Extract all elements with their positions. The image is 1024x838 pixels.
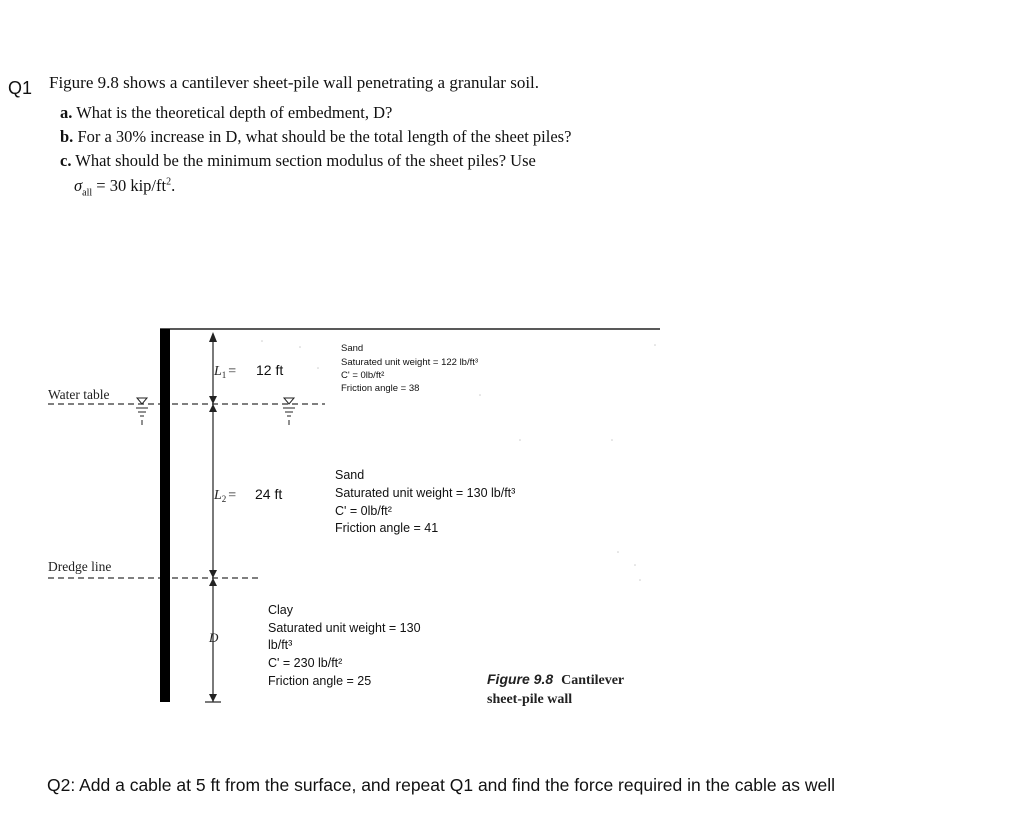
unit-exponent: 2 xyxy=(166,176,172,188)
layer2-cohesion: C' = 0lb/ft² xyxy=(335,504,392,518)
sigma-subscript: all xyxy=(82,187,93,199)
part-text: What should be the minimum section modulus of the sheet piles? Use xyxy=(75,151,536,170)
part-text: What is the theoretical depth of embedment, D? xyxy=(76,103,393,122)
figure-caption-line2: sheet-pile wall xyxy=(487,692,573,707)
layer3-name: Clay xyxy=(268,603,294,617)
part-letter: a. xyxy=(60,103,73,122)
layer3-cohesion: C' = 230 lb/ft² xyxy=(268,656,343,670)
layer2-name: Sand xyxy=(335,468,365,482)
water-table-symbol-icon xyxy=(283,398,295,425)
part-letter: b. xyxy=(60,127,74,146)
layer1-unit-weight: Saturated unit weight = 122 lb/ft³ xyxy=(341,357,479,368)
layer3-friction: Friction angle = 25 xyxy=(268,674,372,688)
figure-caption-line1: Figure 9.8 Cantilever xyxy=(487,671,625,688)
layer2-friction: Friction angle = 41 xyxy=(335,521,439,535)
layer3-unit-weight-units: lb/ft³ xyxy=(268,638,293,652)
L2-value: 24 ft xyxy=(255,486,283,502)
water-table-symbol-icon xyxy=(136,398,148,425)
layer3-unit-weight: Saturated unit weight = 130 xyxy=(268,621,421,635)
sheet-pile-wall xyxy=(160,329,170,702)
L1-value: 12 ft xyxy=(256,362,284,378)
D-label: D xyxy=(209,630,219,645)
soil-speckle-texture xyxy=(261,340,656,581)
L2-label: $L_2$ = xyxy=(214,488,237,504)
layer1-friction: Friction angle = 38 xyxy=(341,383,420,394)
part-letter: c. xyxy=(60,151,72,170)
layer1-name: Sand xyxy=(341,343,364,354)
part-text: For a 30% increase in D, what should be the total length of the sheet piles? xyxy=(77,127,572,146)
dimension-line xyxy=(205,332,221,702)
layer2-unit-weight: Saturated unit weight = 130 lb/ft³ xyxy=(335,486,516,500)
layer1-cohesion: C' = 0lb/ft² xyxy=(341,370,385,381)
water-table-label: Water table xyxy=(48,387,110,402)
q2-text: Q2: Add a cable at 5 ft from the surface, and repeat Q1 and find the force required in the cable as well xyxy=(47,775,835,795)
allowable-stress-value: = 30 kip/ft xyxy=(92,176,167,195)
sigma-symbol: σ xyxy=(74,176,83,195)
sentence-end: . xyxy=(171,176,176,195)
q1-label: Q1 xyxy=(8,78,33,98)
q1-intro: Figure 9.8 shows a cantilever sheet-pile wall penetrating a granular soil. xyxy=(49,73,540,92)
L1-label: $L_1$ = xyxy=(214,364,237,380)
dredge-line-label: Dredge line xyxy=(48,559,112,574)
